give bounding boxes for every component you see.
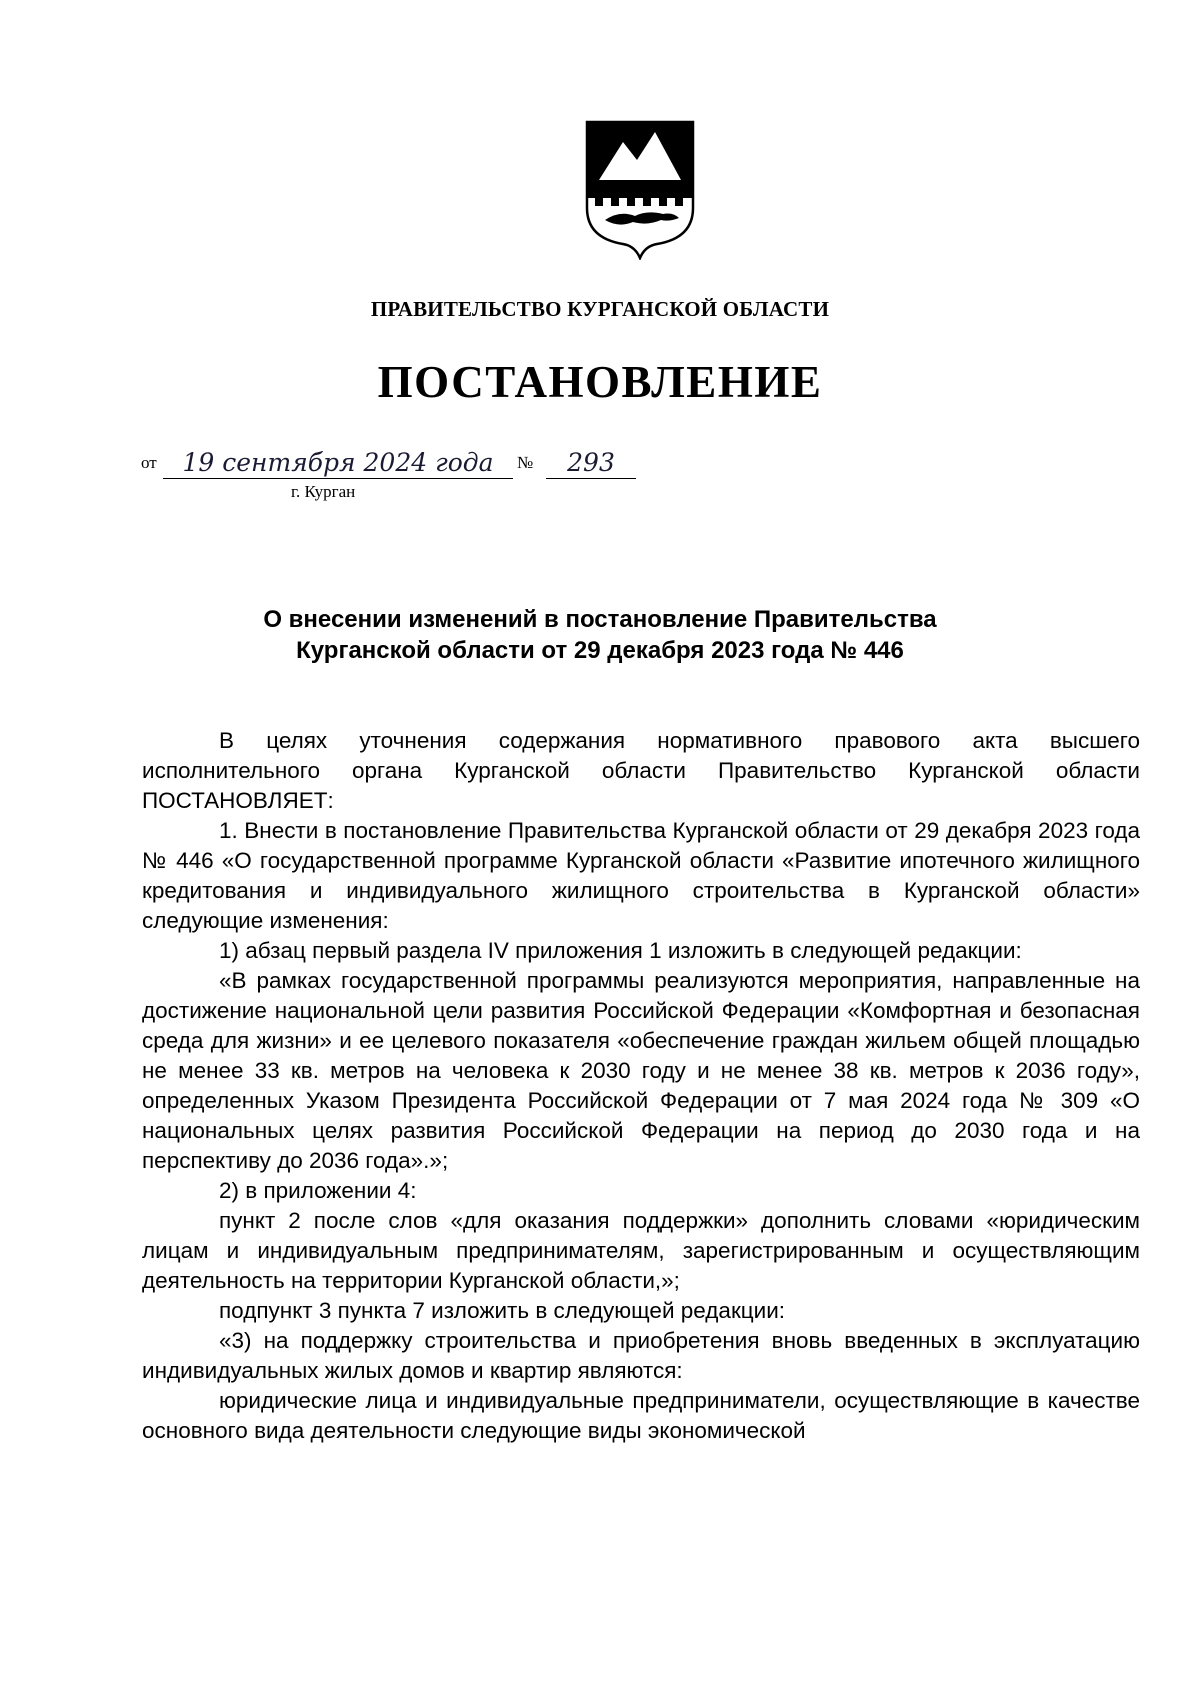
subject-line-2: Курганской области от 29 декабря 2023 года № 446 <box>296 637 904 664</box>
city-label: г. Курган <box>291 482 356 501</box>
body-paragraph: юридические лица и индивидуальные предприниматели, осуществляющие в качестве основного вида деятельности следующие виды экономической <box>142 1388 1140 1443</box>
government-name: ПРАВИТЕЛЬСТВО КУРГАНСКОЙ ОБЛАСТИ <box>370 297 830 321</box>
date-prefix: от <box>141 453 157 472</box>
body-paragraph: В целях уточнения содержания нормативного правового акта высшего исполнительного органа Курганской области Правительство Курганской области ПОСТАНОВЛЯЕТ: <box>142 728 1140 813</box>
coat-of-arms-emblem <box>585 120 695 260</box>
body-paragraph: пункт 2 после слов «для оказания поддержки» дополнить словами «юридическим лицам и индивидуальным предпринимателям, зарегистрированным и осуществляющим деятельность на территории Курганской области,»; <box>142 1208 1140 1293</box>
number-prefix: № <box>517 453 534 472</box>
handwritten-date: 19 сентября 2024 года <box>163 448 513 479</box>
document-body <box>142 726 1140 1446</box>
body-paragraph: 2) в приложении 4: <box>219 1178 417 1203</box>
body-paragraph: 1) абзац первый раздела IV приложения 1 изложить в следующей редакции: <box>219 938 1022 963</box>
handwritten-number: 293 <box>546 448 636 479</box>
body-paragraph: 1. Внести в постановление Правительства Курганской области от 29 декабря 2023 года № 446 «О государственной программе Курганской области «Развитие ипотечного жилищного кредитования и индивидуального жилищного строительства в Курганской области» следующие изменения: <box>142 818 1140 933</box>
body-paragraph: подпункт 3 пункта 7 изложить в следующей редакции: <box>219 1298 786 1323</box>
document-type-title: ПОСТАНОВЛЕНИЕ <box>377 357 823 407</box>
body-paragraph: «В рамках государственной программы реализуются мероприятия, направленные на достижение национальной цели развития Российской Федерации «Комфортная и безопасная среда для жизни» и ее целевого показателя «обеспечение граждан жильем общей площадью не менее 33 кв. метров на человека к 2030 году и не менее 38 кв. метров к 2036 году», определенных Указом Президента Российской Федерации от 7 мая 2024 года № 309 «О национальных целях развития Российской Федерации на период до 2030 года и на перспективу до 2036 года».»; <box>142 968 1140 1173</box>
body-paragraph: «3) на поддержку строительства и приобретения вновь введенных в эксплуатацию индивидуальных жилых домов и квартир являются: <box>142 1328 1140 1383</box>
document-subject <box>190 604 1010 666</box>
subject-line-1: О внесении изменений в постановление Правительства <box>263 606 937 633</box>
